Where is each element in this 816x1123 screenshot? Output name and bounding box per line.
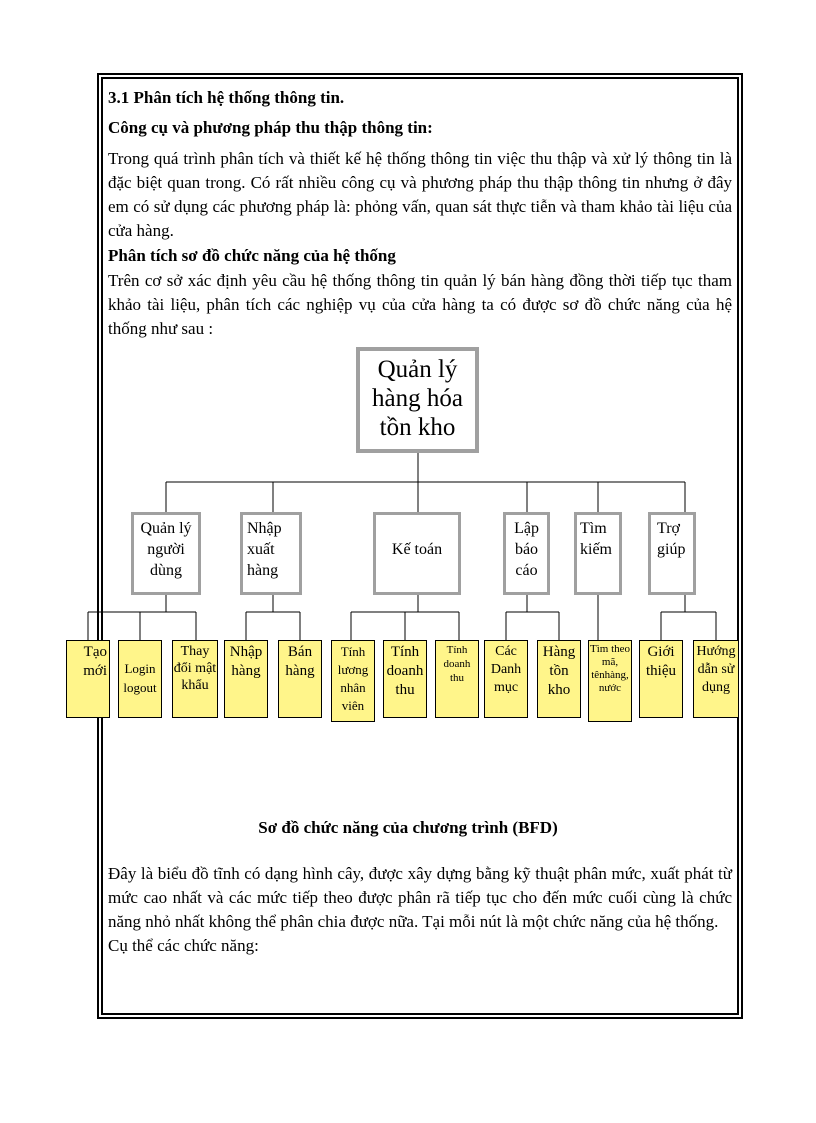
bfd-leaf-introduction: Giới thiệu [639,640,683,718]
bfd-leaf-user-guide: Hướng dẫn sử dụng [693,640,739,718]
bfd-leaf-login-logout: Login logout [118,640,162,718]
bfd-leaf-import-goods: Nhập hàng [224,640,268,718]
subheading-tools: Công cụ và phương pháp thu thập thông tin: [108,118,433,137]
bfd-leaf-inventory: Hàng tồn kho [537,640,581,718]
bfd-node-reports: Lập báo cáo [503,512,550,595]
bfd-leaf-create-new: Tạo mới [66,640,110,718]
bfd-node-accounting: Kế toán [373,512,461,595]
bfd-root-node: Quản lý hàng hóa tồn kho [356,347,479,453]
bfd-node-help: Trợ giúp [648,512,696,595]
bfd-node-search: Tìm kiếm [574,512,622,595]
bfd-leaf-change-password: Thay đổi mật khẩu [172,640,218,718]
subheading-bfd: Phân tích sơ đồ chức năng của hệ thống [108,246,396,265]
diagram-caption: Sơ đồ chức năng của chương trình (BFD) [258,818,558,837]
paragraph-description-text: Đây là biểu đồ tĩnh có dạng hình cây, được xây dựng bằng kỹ thuật phân mức, xuất phát từ mức cao nhất và các mức tiếp theo được phân rã tiếp tục cho đến mức cuối cùng là chức năng nhỏ nhất không thể phân chia được nữa. Tại mỗi nút là một chức năng của hệ thống. [108,864,732,931]
bfd-leaf-categories: Các Danh mục [484,640,528,718]
bfd-leaf-search-by: Tìm theo mã, tênhàng, nước [588,640,632,722]
bfd-leaf-revenue: Tính doanh thu [383,640,427,718]
paragraph-list-intro: Cụ thể các chức năng: [108,936,259,955]
bfd-leaf-revenue-2: Tính doanh thu [435,640,479,718]
paragraph-description [108,862,732,958]
bfd-leaf-salary: Tính lương nhân viên [331,640,375,722]
section-title: 3.1 Phân tích hệ thống thông tin. [108,88,345,107]
bfd-leaf-sell-goods: Bán hàng [278,640,322,718]
bfd-node-import-export: Nhập xuất hàng [240,512,302,595]
paragraph-tools-text: Trong quá trình phân tích và thiết kế hệ thống thông tin việc thu thập và xử lý thông tin là đặc biệt quan trong. Có rất nhiều công cụ và phương pháp thu thập thông tin nhưng ở đây em có sử dụng các phương pháp là: phỏng vấn, quan sát thực tiễn và tham khảo tài liệu của cửa hàng. [108,149,732,240]
paragraph-bfd-text: Trên cơ sở xác định yêu cầu hệ thống thông tin quản lý bán hàng đồng thời tiếp tục tham khảo tài liệu, phân tích các nghiệp vụ của cửa hàng ta có được sơ đồ chức năng của hệ thống như sau : [108,271,732,338]
bfd-node-user-management: Quản lý người dùng [131,512,201,595]
